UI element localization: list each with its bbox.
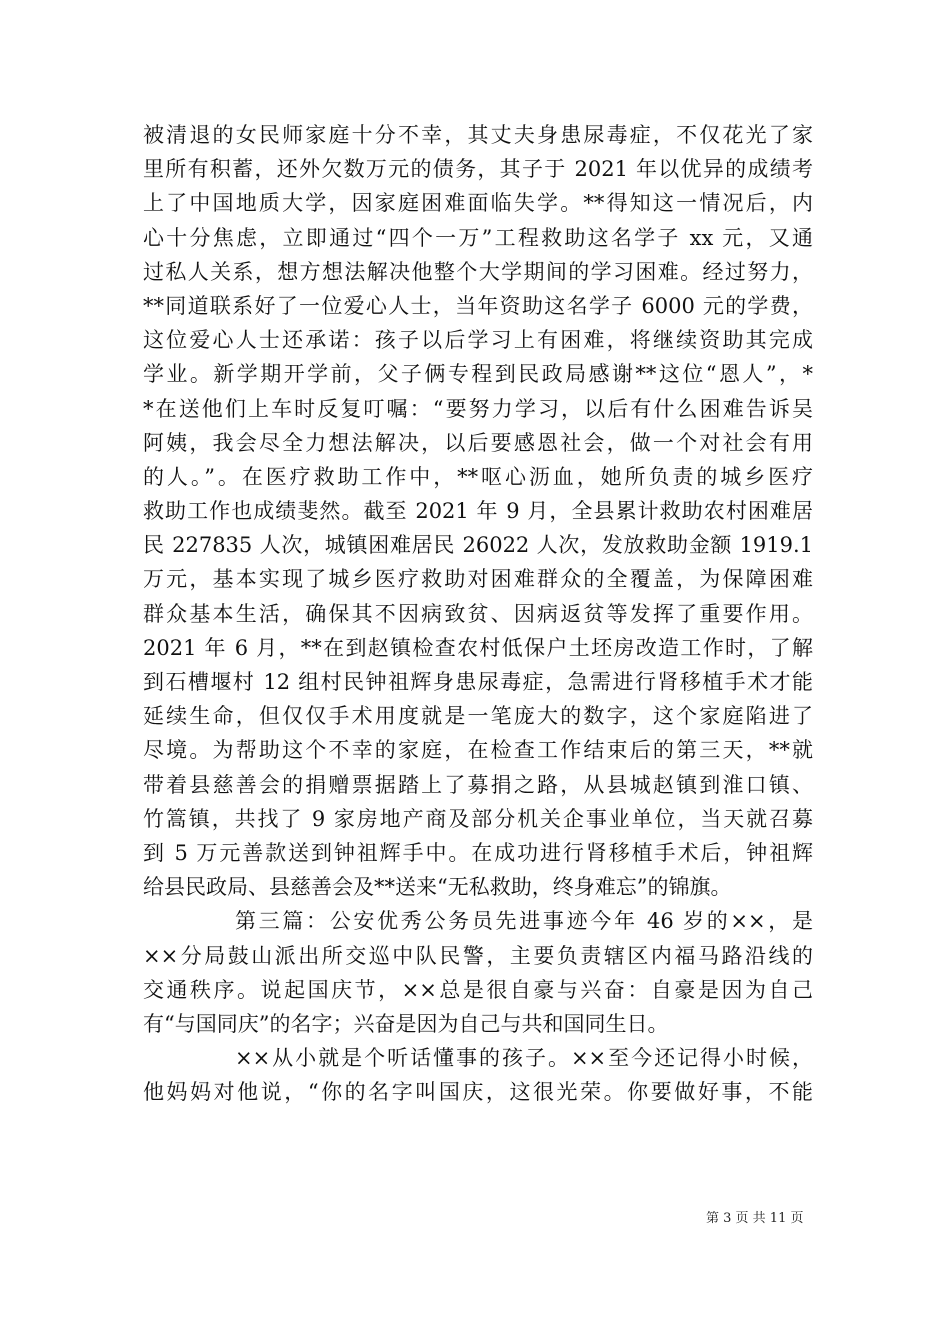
- text-line: 心十分焦虑，立即通过“四个一万”工程救助这名学子 xx 元，又通: [143, 225, 813, 250]
- text-line: 竹篙镇，共找了 9 家房地产商及部分机关企事业单位，当天就召募: [143, 806, 813, 831]
- body-text: [143, 118, 813, 1109]
- text-line: 过私人关系，想方想法解决他整个大学期间的学习困难。经过努力，: [143, 259, 813, 284]
- text-line: 延续生命，但仅仅手术用度就是一笔庞大的数字，这个家庭陷进了: [143, 704, 813, 729]
- text-line: 被清退的女民师家庭十分不幸，其丈夫身患尿毒症，不仅花光了家: [143, 123, 813, 147]
- text-line: 到石槽堰村 12 组村民钟祖辉身患尿毒症，急需进行肾移植手术才能: [143, 670, 813, 694]
- paragraph-childhood: [143, 1041, 813, 1109]
- text-line: 的人。”。在医疗救助工作中，**呕心沥血，她所负责的城乡医疗: [143, 464, 813, 489]
- text-line: 救助工作也成绩斐然。截至 2021 年 9 月，全县累计救助农村困难居: [143, 499, 813, 524]
- paragraph-medical-aid: [143, 118, 813, 904]
- text-line: 民 227835 人次，城镇困难居民 26022 人次，发放救助金额 1919.1: [143, 533, 813, 558]
- text-line: 这位爱心人士还承诺：孩子以后学习上有困难，将继续资助其完成: [143, 328, 813, 353]
- paragraph-third-article: [143, 904, 813, 1041]
- text-line: 有“与国同庆”的名字；兴奋是因为自己与共和国同生日。: [143, 1011, 669, 1036]
- text-line: 上了中国地质大学，因家庭困难面临失学。**得知这一情况后，内: [143, 191, 813, 216]
- text-line: 到 5 万元善款送到钟祖辉手中。在成功进行肾移植手术后，钟祖辉: [143, 840, 813, 865]
- text-line: 里所有积蓄，还外欠数万元的债务，其子于 2021 年以优异的成绩考: [143, 157, 813, 182]
- text-line: 群众基本生活，确保其不因病致贫、因病返贫等发挥了重要作用。: [143, 601, 813, 626]
- page-number-footer: 第 3 页 共 11 页: [706, 1211, 804, 1226]
- text-line: 万元，基本实现了城乡医疗救助对困难群众的全覆盖，为保障困难: [143, 567, 813, 592]
- text-line: ××从小就是个听话懂事的孩子。××至今还记得小时候，: [235, 1046, 813, 1071]
- section-heading-line: 第三篇：公安优秀公务员先进事迹今年 46 岁的××，是: [235, 909, 813, 934]
- text-line: 他妈妈对他说，“你的名字叫国庆，这很光荣。你要做好事，不能: [143, 1080, 813, 1105]
- text-line: 2021 年 6 月，**在到赵镇检查农村低保户土坯房改造工作时，了解: [143, 635, 813, 660]
- text-line: 交通秩序。说起国庆节，××总是很自豪与兴奋：自豪是因为自己: [143, 977, 813, 1002]
- text-line: 给县民政局、县慈善会及**送来“无私救助，终身难忘”的锦旗。: [143, 875, 732, 900]
- text-line: 尽境。为帮助这个不幸的家庭，在检查工作结束后的第三天，**就: [143, 738, 813, 763]
- text-line: 学业。新学期开学前，父子俩专程到民政局感谢**这位“恩人”，*: [143, 362, 813, 387]
- text-line: *在送他们上车时反复叮嘱：“要努力学习，以后有什么困难告诉吴: [143, 396, 813, 421]
- text-line: 阿姨，我会尽全力想法解决，以后要感恩社会，做一个对社会有用: [143, 430, 813, 455]
- text-line: ××分局鼓山派出所交巡中队民警，主要负责辖区内福马路沿线的: [143, 943, 813, 968]
- text-line: 带着县慈善会的捐赠票据踏上了募捐之路，从县城赵镇到淮口镇、: [143, 772, 813, 797]
- text-line: **同道联系好了一位爱心人士，当年资助这名学子 6000 元的学费，: [143, 293, 813, 318]
